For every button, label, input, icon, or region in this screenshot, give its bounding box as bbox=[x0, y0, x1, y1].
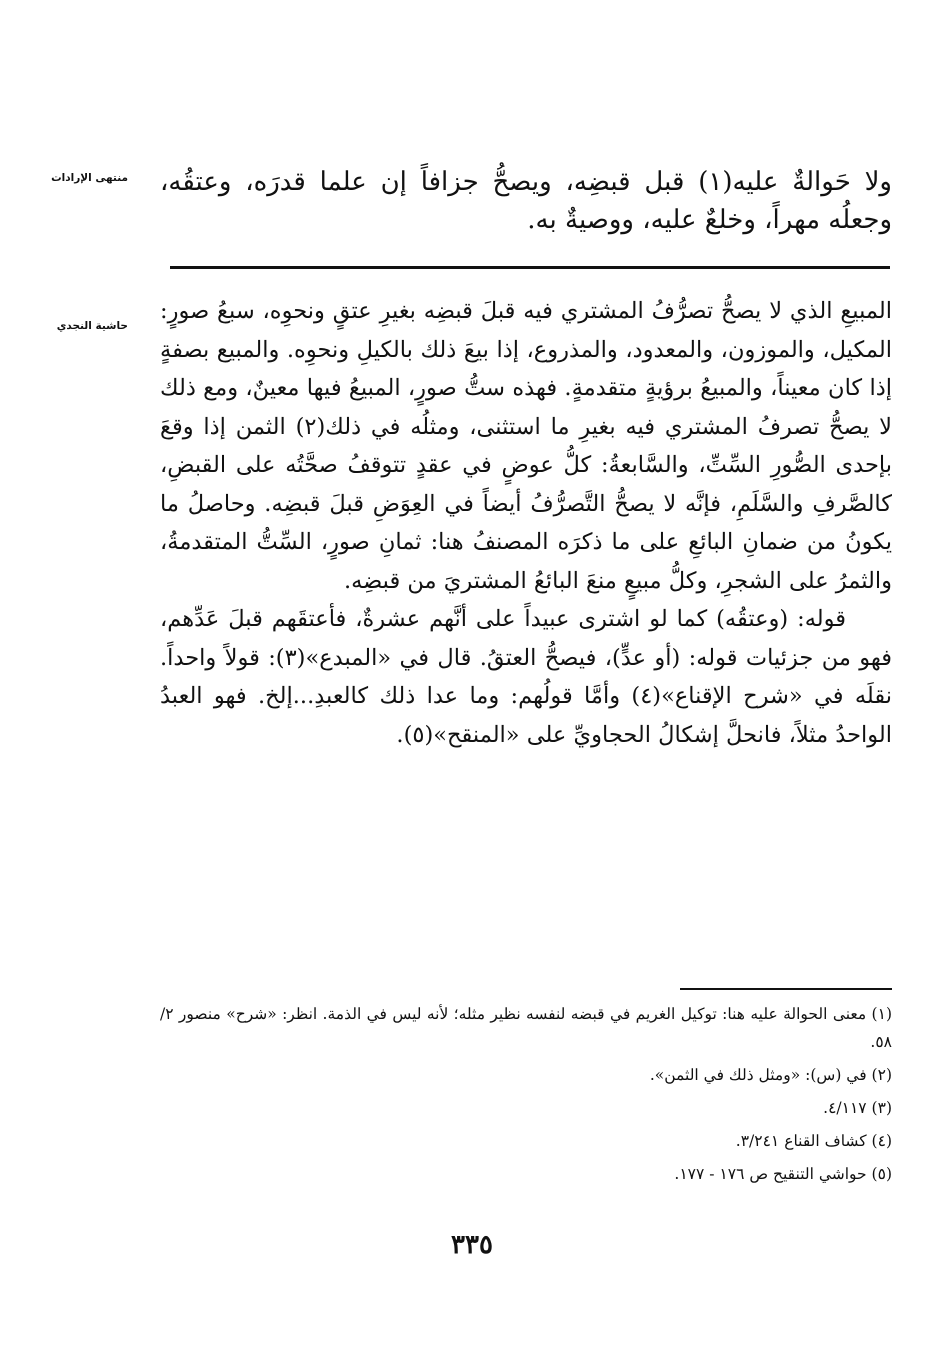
footnote-1: (١) معنى الحوالة عليه هنا: توكيل الغريم في قبضه لنفسه نظير مثله؛ لأنه ليس في الذمة. انظر: «شرح» منصور ٢/ ٥٨. bbox=[160, 1005, 892, 1051]
side-label-matn: منتهى الإرادات bbox=[51, 172, 128, 184]
footnote-5: (٥) حواشي التنقيح ص ١٧٦ - ١٧٧. bbox=[674, 1165, 892, 1183]
hashiya-paragraph: قوله: (وعتقُه) كما لو اشترى عبيداً على أنَّهم عشرةٌ، فأعتقَهم قبلَ عَدِّهم، فهو من جزئيات قوله: (أو عدٍّ)، فيصحُّ العتقُ. قال في «المبدع»(٣): قولاً واحداً. نقلَه في «شرح الإقناع»(٤) وأمَّا قولُهم: وما عدا ذلك كالعبدِ...إلخ. فهو العبدُ الواحدُ مثلاً، فانحلَّ إشكالُ الحجاويِّ على «المنقح»(٥). bbox=[160, 606, 893, 748]
footnotes bbox=[160, 1000, 892, 1193]
matn-text: ولا حَوالةٌ عليه(١) قبل قبضِه، ويصحُّ جزافاً إن علما قدرَه، وعتقُه، وجعلُه مهراً، وخلعٌ عليه، ووصيةٌ به. bbox=[160, 167, 892, 235]
footnote-2: (٢) في (س): «ومثل ذلك في الثمن». bbox=[649, 1066, 892, 1084]
hashiya-paragraph: المبيعِ الذي لا يصحُّ تصرُّفُ المشتري فيه قبلَ قبضِه بغيرِ عتقٍ ونحوِه، سبعُ صورٍ: المكيل، والموزون، والمعدود، والمذروع، إذا بيعَ ذلك بالكيلِ ونحوِه. والمبيع بصفةٍ إذا كان معيناً، والمبيعُ برؤيةٍ متقدمةٍ. فهذه ستُّ صورٍ، المبيعُ فيها معينٌ، ومع ذلك لا يصحُّ تصرفُ المشتري فيه بغيرِ ما استثنى، ومثلُه في ذلك(٢) الثمن إذا وقعَ بإحدى الصُّورِ السِّتِّ، والسَّابعةُ: كلُّ عوضٍ في عقدٍ تتوقفُ صحَّتُه على القبضِ، كالصَّرفِ والسَّلَمِ، فإنَّه لا يصحُّ التَّصرُّفُ أيضاً في العِوَضِ قبلَ قبضِه. وحاصلُ ما يكونُ من ضمانِ البائعِ على ما ذكرَه المصنفُ هنا: ثمانِ صورٍ، السِّتُّ المتقدمةُ، والثمرُ على الشجرِ، وكلُّ مبيعٍ منعَ البائعُ المشتريَ من قبضِه. bbox=[160, 298, 892, 594]
page-number: ٣٣٥ bbox=[451, 1230, 493, 1260]
footnote-3: (٣) ٤/١١٧. bbox=[823, 1099, 892, 1117]
side-label-hashiya: حاشية النجدي bbox=[56, 320, 128, 332]
footnote-4: (٤) كشاف القناع ٣/٢٤١. bbox=[735, 1132, 892, 1150]
footnote-separator-rule bbox=[680, 988, 892, 990]
matn-separator-rule bbox=[170, 266, 890, 269]
hashiya-commentary bbox=[160, 292, 892, 754]
